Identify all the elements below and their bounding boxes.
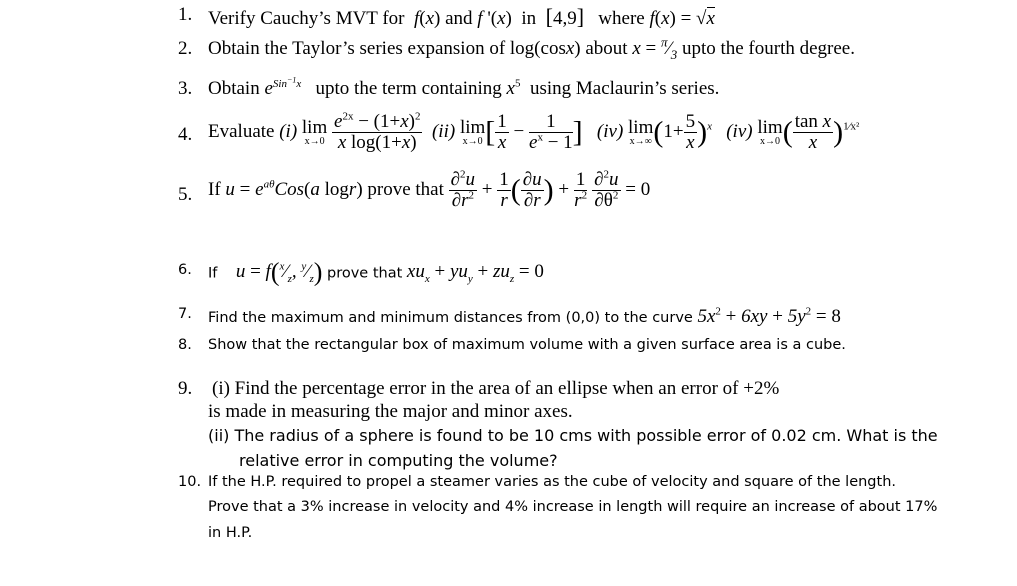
text: Obtain [208, 78, 260, 99]
question-9-line-2 [208, 401, 573, 423]
text: and [445, 8, 473, 29]
question-text: If $u = e^{a\theta}Cos(a$ logr) prove that $\frac{\partial^2u}{\partial r^2}$ + $\frac{1}{r}$ ( $\frac{\partial u}{\partial r}$ ) + $\frac{1}{r^2}$ $\frac{\partial^2u}{\partial\theta^2}$ = 0 [208, 168, 651, 211]
text: Evaluate [208, 120, 275, 142]
text: prove that [327, 265, 403, 282]
question-number: 6. [178, 262, 192, 278]
text: If [208, 178, 221, 200]
text: in H.P. [208, 525, 253, 541]
part-label: (ii) [431, 120, 456, 142]
part-label: (i) [279, 120, 298, 142]
question-number: 2. [178, 38, 193, 59]
question-text: Show that the rectangular box of maximum volume with a given surface area is a cube. [208, 337, 846, 353]
text: relative error in computing the volume? [239, 451, 558, 470]
question-9-line-3 [208, 426, 938, 445]
interval: [ [545, 4, 553, 29]
question-text: Obtain the Taylor’s series expansion of log(cosx) about $x = ^\pi⁄_3$ upto the fourth degree. [208, 34, 855, 62]
text: Prove that a 3% increase in velocity and 4% increase in length will require an increase of about 17% [208, 499, 938, 515]
text: in [521, 8, 537, 29]
question-text: If $u = f(^x⁄_z$, $^y⁄_z$) prove that $xu_x + yu_y + zu_z = 0$ [208, 258, 544, 287]
text: using Maclaurin’s series. [529, 78, 720, 99]
text: upto the fourth degree. [681, 38, 855, 59]
question-number: 7. [178, 306, 192, 322]
question-text: If the H.P. required to propel a steamer varies as the cube of velocity and square of the length. [208, 474, 896, 490]
part-label: (iv) [596, 120, 624, 142]
text: is made in measuring the major and minor axes. [208, 401, 573, 422]
question-number: 1. [178, 4, 193, 25]
question-number: 8. [178, 337, 192, 353]
question-text: Evaluate (i) lim x→0 $\frac{e^{2x} - (1+x)^2}{\text{x log(1+x)}}$ (ii) lim x→0 [ $\frac{1}{x}$ − $\frac{1}{e^x - 1}$ ] (iv) lim x→∞ (1+ $\frac{5}{x}$ )$^x$ (iv) lim x→0 ( $\frac{\text{tan x}}{x}$ )$^{1⁄x^2}$ [208, 110, 860, 153]
text: ) about [574, 38, 628, 59]
question-number: 4. [178, 124, 193, 145]
text: where [598, 8, 645, 29]
question-number: 3. [178, 78, 193, 99]
text: If [208, 265, 218, 282]
question-number: 9. [178, 378, 193, 399]
question-10-line-3 [208, 525, 252, 541]
formula: f [409, 8, 420, 29]
question-text: Verify Cauchy’s MVT for f(x) and f '(x) in [4,9] where f(x) = √x [208, 4, 715, 29]
question-9-line-4 [239, 451, 558, 470]
part-label: (iv) [726, 120, 753, 142]
question-10-line-2 [208, 499, 937, 515]
text: Verify Cauchy’s MVT for [208, 8, 405, 29]
text: Find the maximum and minimum distances from (0,0) to the curve [208, 310, 693, 326]
text: upto the term containing [315, 78, 502, 99]
question-number: 5. [178, 184, 193, 205]
question-text: (i) Find the percentage error in the area of an ellipse when an error of +2% [212, 378, 780, 399]
text: Obtain the Taylor’s series expansion of log(cos [208, 38, 566, 59]
fraction: $\frac{e^{2x} - (1+x)^2}{\text{x log(1+x)}}$ [334, 110, 421, 153]
text: prove that [367, 178, 444, 200]
question-text: Find the maximum and minimum distances from (0,0) to the curve $5x^2 + 6xy + 5y^2 = 8$ [208, 305, 841, 327]
text: (ii) The radius of a sphere is found to be 10 cms with possible error of 0.02 cm. What is the [208, 426, 938, 445]
question-number: 10. [178, 474, 202, 490]
question-text: Obtain $e^{Sin^{-1}x}$ upto the term containing $x^5$ using Maclaurin’s series. [208, 75, 720, 99]
